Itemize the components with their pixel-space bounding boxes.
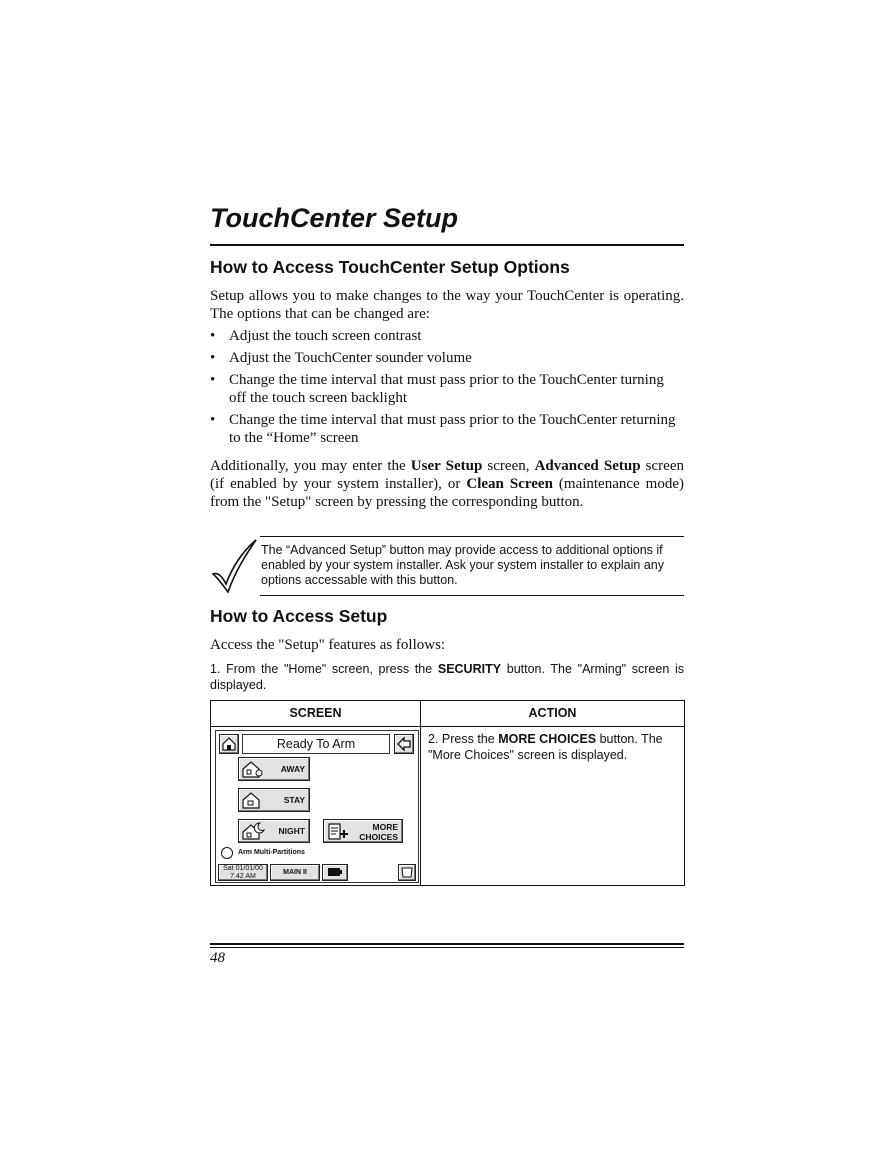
back-button[interactable] — [394, 734, 414, 754]
list-item: • Adjust the TouchCenter sounder volume — [210, 349, 684, 367]
note-box — [210, 536, 684, 596]
step-2-text: 2. Press the MORE CHOICES button. The "More Choices" screen is displayed. — [428, 732, 663, 762]
table-header — [211, 701, 684, 727]
time-text: 7:42 AM — [230, 873, 256, 880]
column-divider — [420, 701, 421, 885]
night-button[interactable] — [238, 819, 310, 843]
note-text: The “Advanced Setup” button may provide access to additional options if enabled by your system installer. Ask your system installer to explain any options accessable with this button. — [261, 543, 664, 587]
page-title: TouchCenter Setup — [210, 203, 459, 233]
list-item: • Change the time interval that must pass prior to the TouchCenter returning to the “Home” screen — [210, 411, 684, 447]
status-display: Ready To Arm — [242, 734, 390, 754]
date-time-display — [218, 864, 268, 881]
house-icon — [220, 735, 238, 753]
stay-label: STAY — [283, 795, 305, 805]
step-1-text: 1. From the "Home" screen, press the SECURITY button. The "Arming" screen is displayed. — [210, 662, 684, 692]
main-label: MAIN II — [283, 869, 307, 876]
main-button[interactable] — [270, 864, 320, 881]
home-icon-button[interactable] — [219, 734, 239, 754]
note-top-rule — [260, 536, 684, 537]
list-item: • Change the time interval that must pass prior to the TouchCenter turning off the touch screen backlight — [210, 371, 684, 407]
house-stay-icon — [241, 790, 263, 810]
note-bottom-rule — [260, 595, 684, 596]
panic-button[interactable] — [398, 864, 416, 881]
more-choices-label: MORE CHOICES — [359, 822, 398, 842]
back-arrow-icon — [395, 735, 413, 753]
battery-icon — [323, 865, 347, 880]
date-text: Sat 01/01/00 — [223, 865, 263, 872]
away-label: AWAY — [280, 764, 305, 774]
setup-intro-paragraph: Setup allows you to make changes to the way your TouchCenter is operating. The options that can be changed are: — [210, 288, 684, 322]
list-item: • Adjust the touch screen contrast — [210, 327, 684, 345]
panic-icon — [399, 865, 415, 880]
additional-paragraph: Additionally, you may enter the User Setup screen, Advanced Setup screen (if enabled by your system installer), or Clean Screen (maintenance mode) from the "Setup" screen by pressing the corresponding button. — [210, 458, 684, 510]
away-button[interactable] — [238, 757, 310, 781]
house-night-icon — [241, 821, 265, 841]
footer-rule — [210, 943, 684, 945]
stay-button[interactable] — [238, 788, 310, 812]
arm-multi-partitions-radio[interactable] — [221, 847, 233, 859]
steps-table — [210, 700, 685, 886]
document-plus-icon — [327, 822, 349, 842]
arming-screen-image — [215, 730, 419, 883]
options-list — [210, 327, 684, 451]
page-number: 48 — [210, 950, 225, 966]
arm-multi-partitions-label: Arm Multi-Partitions — [238, 849, 305, 856]
house-away-icon — [241, 759, 263, 779]
more-choices-button[interactable] — [323, 819, 403, 843]
header-screen: SCREEN — [289, 706, 342, 720]
checkmark-icon — [210, 538, 258, 594]
access-intro-paragraph: Access the "Setup" features as follows: — [210, 637, 446, 653]
title-rule — [210, 244, 684, 246]
header-action: ACTION — [528, 706, 577, 720]
night-label: NIGHT — [278, 826, 305, 836]
section-heading-access-setup: How to Access Setup — [210, 606, 388, 626]
footer-rule-thin — [210, 947, 684, 948]
battery-button[interactable] — [322, 864, 348, 881]
section-heading-setup-options: How to Access TouchCenter Setup Options — [210, 257, 570, 277]
